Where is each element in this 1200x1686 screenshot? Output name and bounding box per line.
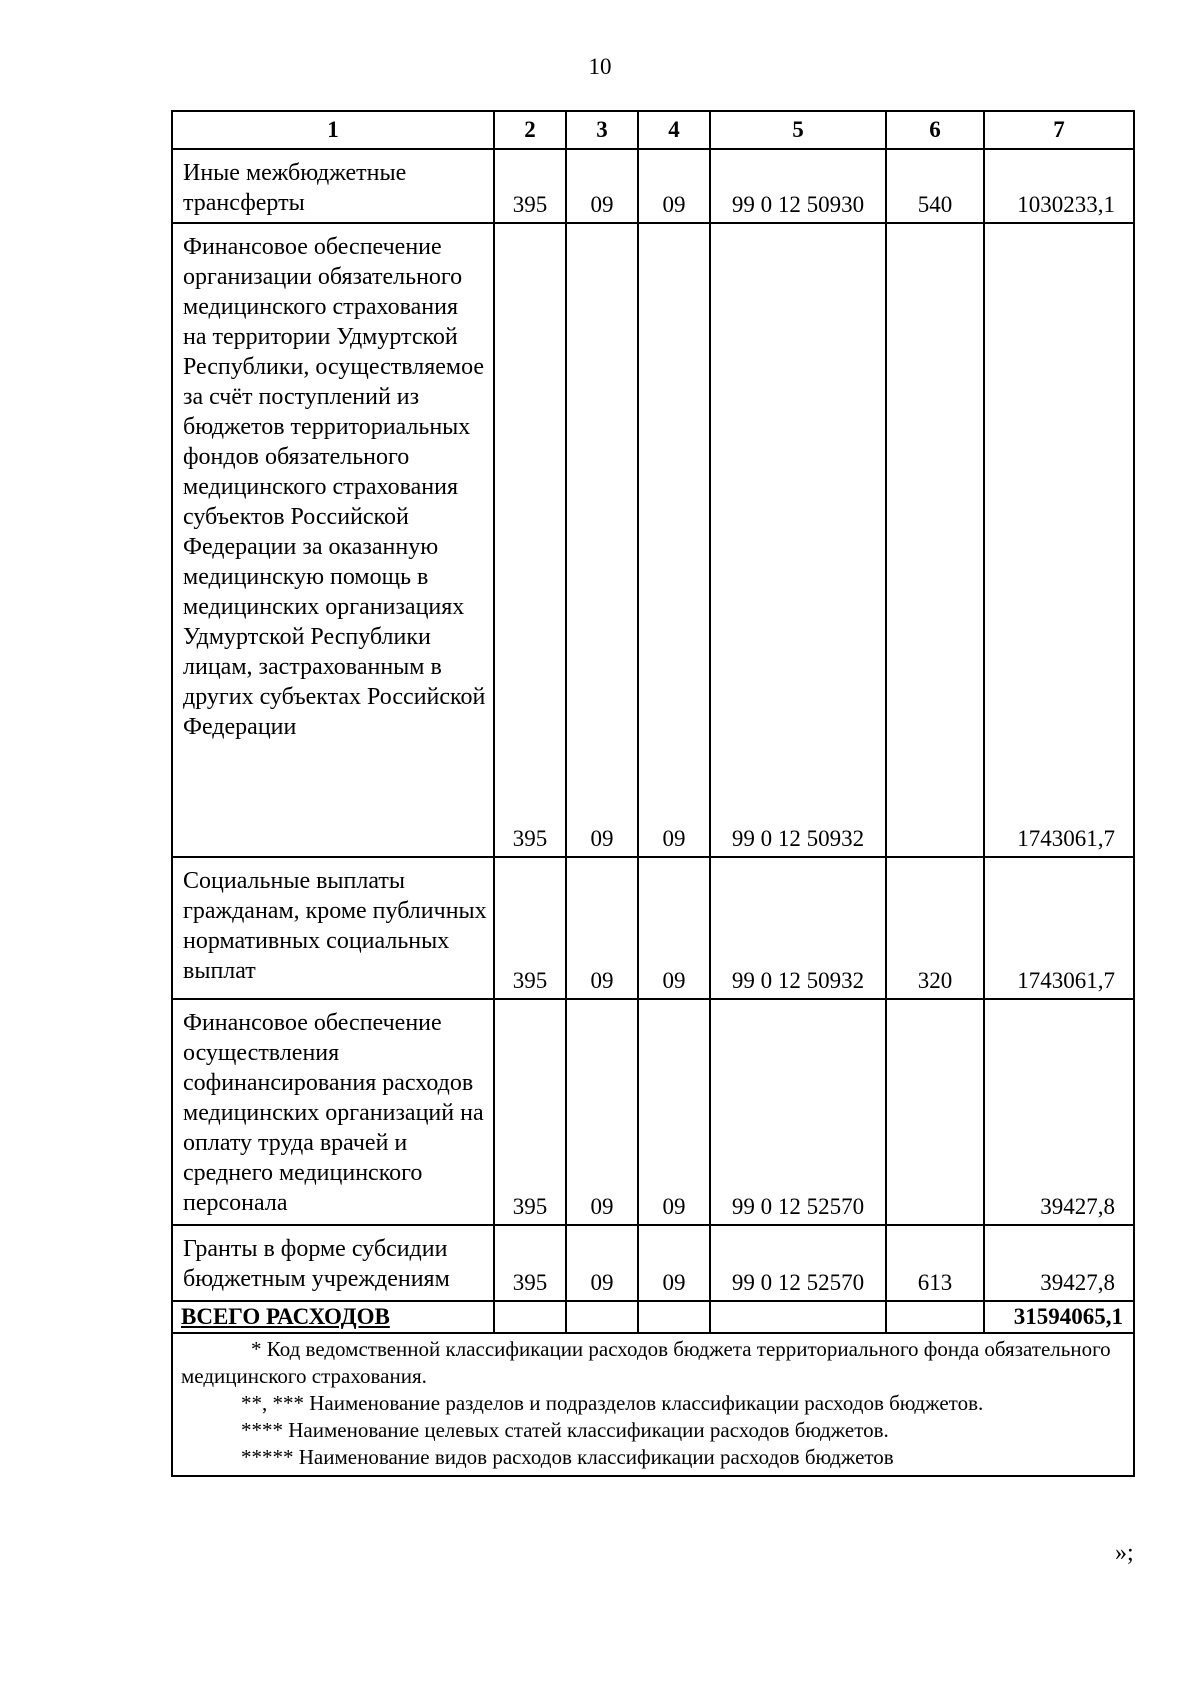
table-row [172, 1225, 1134, 1301]
footnote: **** Наименование целевых статей классификации расходов бюджетов. [241, 1418, 889, 1442]
footnote: ***** Наименование видов расходов классификации расходов бюджетов [241, 1445, 894, 1469]
notes-cell [172, 1333, 1134, 1476]
header-col-4: 4 [638, 111, 710, 149]
total-empty-cell [566, 1301, 638, 1333]
row-target-article: 99 0 12 52570 [710, 999, 886, 1225]
row-name: Иные межбюджетные трансферты [172, 149, 494, 223]
total-empty-cell [886, 1301, 984, 1333]
row-subsection: 09 [638, 1225, 710, 1301]
row-amount: 1743061,7 [984, 857, 1134, 999]
row-amount: 39427,8 [984, 999, 1134, 1225]
row-target-article: 99 0 12 50932 [710, 223, 886, 857]
footnote: **, *** Наименование разделов и подразделов классификации расходов бюджетов. [241, 1391, 984, 1415]
row-admin-code: 395 [494, 223, 566, 857]
table-row [172, 149, 1134, 223]
budget-table [171, 110, 1135, 1477]
row-name: Социальные выплаты гражданам, кроме публичных нормативных социальных выплат [172, 857, 494, 999]
row-name: Финансовое обеспечение организации обязательного медицинского страхования на территории Удмуртской Республики, осуществляемое за счёт поступлений из бюджетов территориальных фондов обязательного медицинского страхования субъектов Российской Федерации за оказанную медицинскую помощь в медицинских организациях Удмуртской Республики лицам, застрахованным в других субъектах Российской Федерации [172, 223, 494, 857]
row-expense-type: 540 [886, 149, 984, 223]
header-col-5: 5 [710, 111, 886, 149]
row-subsection: 09 [638, 999, 710, 1225]
row-expense-type [886, 223, 984, 857]
row-expense-type [886, 999, 984, 1225]
row-amount: 39427,8 [984, 1225, 1134, 1301]
row-admin-code: 395 [494, 857, 566, 999]
header-col-7: 7 [984, 111, 1134, 149]
row-admin-code: 395 [494, 1225, 566, 1301]
row-subsection: 09 [638, 223, 710, 857]
footnote: * Код ведомственной классификации расходов бюджета территориального фонда обязательного медицинского страхования. [181, 1337, 1111, 1388]
row-target-article: 99 0 12 50930 [710, 149, 886, 223]
table-row [172, 999, 1134, 1225]
row-section: 09 [566, 1225, 638, 1301]
total-label: ВСЕГО РАСХОДОВ [172, 1301, 494, 1333]
row-section: 09 [566, 999, 638, 1225]
row-amount: 1743061,7 [984, 223, 1134, 857]
row-target-article: 99 0 12 50932 [710, 857, 886, 999]
total-empty-cell [710, 1301, 886, 1333]
total-empty-cell [638, 1301, 710, 1333]
row-admin-code: 395 [494, 999, 566, 1225]
total-row [172, 1301, 1134, 1333]
closing-quote-mark: »; [1115, 1540, 1134, 1566]
row-expense-type: 613 [886, 1225, 984, 1301]
row-admin-code: 395 [494, 149, 566, 223]
header-row [172, 111, 1134, 149]
row-section: 09 [566, 223, 638, 857]
page-number: 10 [588, 54, 612, 79]
row-subsection: 09 [638, 857, 710, 999]
table-row [172, 857, 1134, 999]
row-name: Финансовое обеспечение осуществления софинансирования расходов медицинских организаций на оплату труда врачей и среднего медицинского персонала [172, 999, 494, 1225]
total-empty-cell [494, 1301, 566, 1333]
row-name: Гранты в форме субсидии бюджетным учреждениям [172, 1225, 494, 1301]
row-subsection: 09 [638, 149, 710, 223]
row-expense-type: 320 [886, 857, 984, 999]
row-section: 09 [566, 857, 638, 999]
row-section: 09 [566, 149, 638, 223]
header-col-1: 1 [172, 111, 494, 149]
notes-row [172, 1333, 1134, 1476]
table-row [172, 223, 1134, 857]
total-amount: 31594065,1 [984, 1301, 1134, 1333]
row-target-article: 99 0 12 52570 [710, 1225, 886, 1301]
header-col-2: 2 [494, 111, 566, 149]
header-col-3: 3 [566, 111, 638, 149]
row-amount: 1030233,1 [984, 149, 1134, 223]
header-col-6: 6 [886, 111, 984, 149]
